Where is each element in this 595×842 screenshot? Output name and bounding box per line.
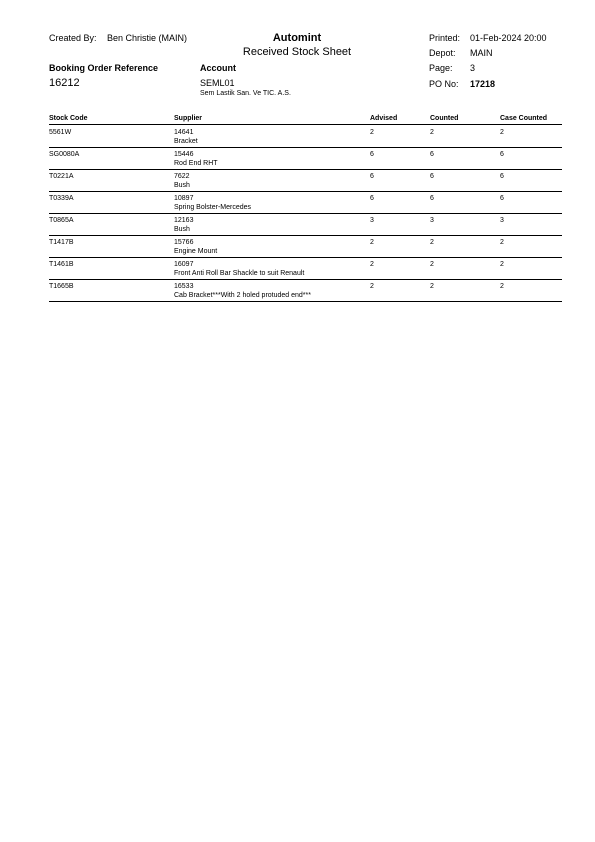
po-value: 17218	[470, 79, 496, 89]
advised-cell: 6	[370, 173, 374, 180]
supplier-code-cell: 15446	[174, 151, 194, 158]
table-row	[49, 238, 562, 260]
table-row	[49, 128, 562, 150]
table-row	[49, 260, 562, 282]
advised-cell: 2	[370, 239, 374, 246]
counted-cell: 3	[430, 217, 434, 224]
description-cell: Bush	[174, 226, 190, 233]
stock-code-cell: 5561W	[49, 129, 72, 136]
col-advised: Advised	[370, 115, 398, 122]
stock-code-cell: T1417B	[49, 239, 74, 246]
row-divider	[49, 257, 562, 258]
stock-code-cell: T0865A	[49, 217, 74, 224]
case-counted-cell: 3	[500, 217, 504, 224]
row-divider	[49, 279, 562, 280]
row-divider	[49, 301, 562, 302]
supplier-code-cell: 16097	[174, 261, 194, 268]
row-divider	[49, 169, 562, 170]
col-case-counted: Case Counted	[500, 115, 548, 122]
col-supplier: Supplier	[174, 115, 203, 122]
description-cell: Cab Bracket***With 2 holed protuded end***	[174, 292, 311, 299]
counted-cell: 6	[430, 151, 434, 158]
supplier-code-cell: 7622	[174, 173, 190, 180]
account-name: Sem Lastik San. Ve TIC. A.S.	[200, 90, 291, 97]
col-counted: Counted	[430, 115, 459, 122]
advised-cell: 3	[370, 217, 374, 224]
description-cell: Spring Bolster-Mercedes	[174, 204, 252, 211]
booking-ref-value: 16212	[49, 77, 80, 89]
booking-ref-label: Booking Order Reference	[49, 63, 159, 73]
table-row	[49, 216, 562, 238]
advised-cell: 6	[370, 195, 374, 202]
description-cell: Engine Mount	[174, 248, 218, 255]
col-stock-code: Stock Code	[49, 115, 88, 122]
case-counted-cell: 2	[500, 129, 504, 136]
supplier-code-cell: 14641	[174, 129, 194, 136]
advised-cell: 2	[370, 129, 374, 136]
depot-label: Depot:	[429, 48, 456, 58]
stock-code-cell: T1461B	[49, 261, 74, 268]
supplier-code-cell: 10897	[174, 195, 194, 202]
stock-code-cell: T0221A	[49, 173, 74, 180]
printed-label: Printed:	[429, 33, 461, 43]
supplier-code-cell: 12163	[174, 217, 194, 224]
row-divider	[49, 235, 562, 236]
case-counted-cell: 2	[500, 283, 504, 290]
advised-cell: 2	[370, 261, 374, 268]
row-divider	[49, 147, 562, 148]
counted-cell: 2	[430, 239, 434, 246]
header-divider	[49, 124, 562, 125]
stock-code-cell: T1665B	[49, 283, 74, 290]
table-row	[49, 150, 562, 172]
created-by-label: Created By:	[49, 33, 97, 43]
supplier-code-cell: 15766	[174, 239, 194, 246]
table-row	[49, 282, 562, 304]
case-counted-cell: 6	[500, 151, 504, 158]
stock-code-cell: SG0080A	[49, 151, 80, 158]
po-label: PO No:	[429, 79, 459, 89]
case-counted-cell: 2	[500, 239, 504, 246]
table-row	[49, 172, 562, 194]
counted-cell: 2	[430, 283, 434, 290]
case-counted-cell: 2	[500, 261, 504, 268]
account-label: Account	[200, 63, 236, 73]
counted-cell: 6	[430, 173, 434, 180]
stock-code-cell: T0339A	[49, 195, 74, 202]
description-cell: Rod End RHT	[174, 160, 218, 167]
supplier-code-cell: 16533	[174, 283, 194, 290]
report-title: Received Stock Sheet	[242, 46, 352, 58]
company-name: Automint	[272, 32, 322, 44]
row-divider	[49, 213, 562, 214]
advised-cell: 2	[370, 283, 374, 290]
description-cell: Bracket	[174, 138, 198, 145]
case-counted-cell: 6	[500, 173, 504, 180]
printed-value: 01-Feb-2024 20:00	[470, 33, 547, 43]
row-divider	[49, 191, 562, 192]
created-by-value: Ben Christie (MAIN)	[107, 33, 188, 43]
depot-value: MAIN	[470, 48, 493, 58]
page-label: Page:	[429, 63, 453, 73]
counted-cell: 2	[430, 129, 434, 136]
counted-cell: 6	[430, 195, 434, 202]
counted-cell: 2	[430, 261, 434, 268]
table-row	[49, 194, 562, 216]
page-value: 3	[470, 63, 476, 73]
case-counted-cell: 6	[500, 195, 504, 202]
account-code: SEML01	[200, 78, 235, 88]
advised-cell: 6	[370, 151, 374, 158]
description-cell: Front Anti Roll Bar Shackle to suit Renault	[174, 270, 305, 277]
description-cell: Bush	[174, 182, 190, 189]
